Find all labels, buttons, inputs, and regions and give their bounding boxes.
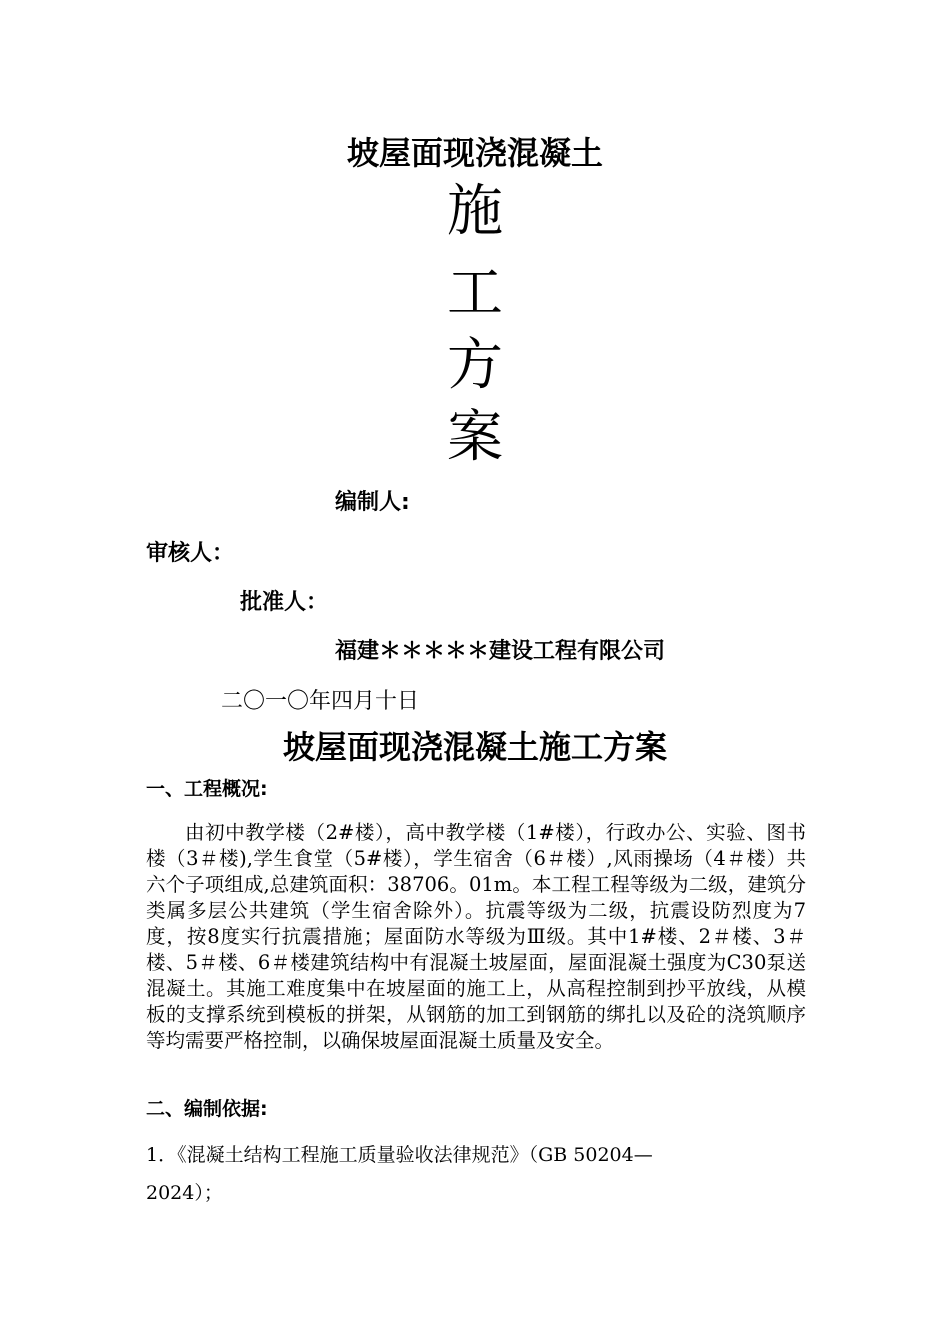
cover-title-char: 工: [447, 261, 503, 326]
cover-title-char: 方: [447, 333, 503, 398]
approver-label: 批准人：: [240, 590, 329, 615]
cover-title: 坡屋面现浇混凝土: [346, 134, 603, 172]
section-heading: 二、编制依据:: [146, 1098, 268, 1120]
reference-item-continued: 2024）；: [146, 1182, 223, 1204]
reference-item: 1．《混凝土结构工程施工质量验收法律规范》（GB 50204—: [146, 1144, 653, 1166]
compiler-label: 编制人:: [335, 490, 410, 515]
reviewer-label: 审核人：: [146, 541, 235, 566]
cover-title-char: 施: [447, 179, 503, 244]
document-title: 坡屋面现浇混凝土施工方案: [282, 728, 667, 766]
cover-date: 二〇一〇年四月十日: [221, 689, 420, 714]
project-overview-paragraph: 由初中教学楼（2#楼），高中教学楼（1#楼），行政办公、实验、图书楼（3＃楼),学生食堂（5#楼），学生宿舍（6＃楼）,风雨操场（4＃楼）共六个子项组成,总建筑面积：38706。01m。本工程工程等级为二级，建筑分类属多层公共建筑（学生宿舍除外）。抗震等级为二级，抗震设防烈度为7度，按8度实行抗震措施；屋面防水等级为Ⅲ级。其中1#楼、2＃楼、3＃楼、5＃楼、6＃楼建筑结构中有混凝土坡屋面，屋面混凝土强度为C30泵送混凝土。其施工难度集中在坡屋面的施工上，从高程控制到抄平放线，从模板的支撑系统到模板的拼架，从钢筋的加工到钢筋的绑扎以及砼的浇筑顺序等均需要严格控制，以确保坡屋面混凝土质量及安全。: [146, 821, 806, 1052]
cover-title-char: 案: [447, 405, 503, 470]
company-name: 福建＊＊＊＊＊建设工程有限公司: [335, 639, 666, 664]
section-heading: 一、工程概况:: [146, 778, 268, 800]
